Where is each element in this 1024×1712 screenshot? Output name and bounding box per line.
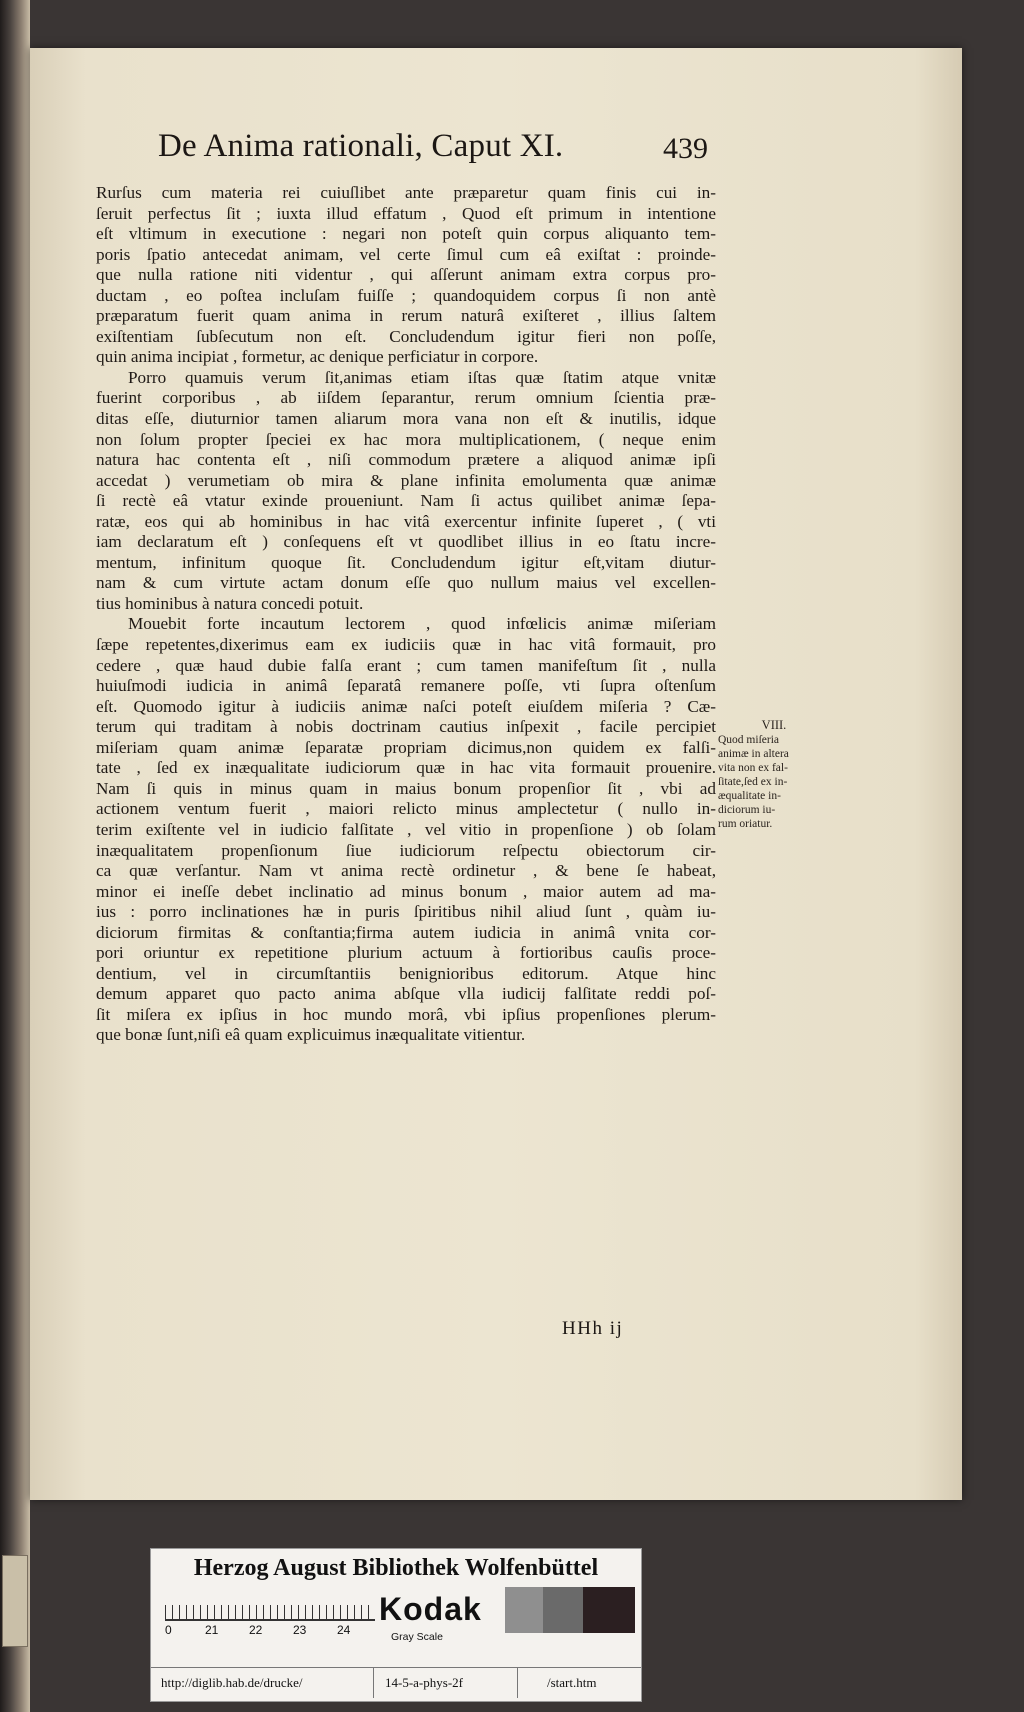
- text-line: miſeriam quam animæ ſeparatæ propriam dicimus,non quidem ex falſi-: [96, 737, 716, 757]
- page-number: 439: [663, 132, 708, 165]
- gray-patch: [505, 1587, 543, 1633]
- text-line: ſeruit perfectus ſit ; iuxta illud effatum , Quod eſt primum in intentione: [96, 203, 716, 223]
- gray-scale-label: Gray Scale: [391, 1631, 443, 1643]
- marginal-note-line: rum oriatur.: [718, 818, 773, 830]
- text-line: Mouebit forte incautum lectorem , quod infœlicis animæ miſeriam: [128, 614, 716, 634]
- ruler-label: 23: [293, 1623, 307, 1637]
- marginal-note-line: diciorum iu-: [718, 804, 776, 816]
- text-line: ius : porro inclinationes hæ in puris ſpiritibus nihil aliud ſunt , quàm iu-: [96, 902, 716, 922]
- library-shelfmark: 14-5-a-phys-2f: [385, 1675, 463, 1690]
- book-spine: [0, 0, 30, 1712]
- text-line: terum qui traditam à nobis doctrinam cautius inſpexit , facile percipiet: [96, 717, 716, 737]
- marginal-note-line: Quod miſeria: [718, 734, 779, 746]
- gray-scale-patches: [505, 1587, 635, 1633]
- marginal-note-line: ſitate,ſed ex in-: [718, 776, 788, 788]
- library-color-bar: [150, 1548, 642, 1702]
- text-line: ca quæ verſantur. Nam vt anima rectè ordinetur , & bene ſe habeat,: [96, 861, 716, 881]
- text-line: ſi rectè eâ vtatur exinde proueniunt. Nam ſi actus quilibet animæ ſepa-: [96, 491, 716, 511]
- text-line: inæqualitatem propenſionum ſiue iudiciorum reſpectu obiectorum cir-: [96, 840, 716, 860]
- text-line: que nulla ratione niti videntur , qui aſſerunt animam extra corpus pro-: [96, 265, 716, 285]
- text-line: exiſtentiam ſubſecutum non eſt. Concludendum igitur fieri non poſſe,: [96, 326, 716, 346]
- marginal-note-text: [718, 733, 830, 831]
- page-title: De Anima rationali, Caput XI.: [158, 128, 564, 164]
- text-line: mentum, infinitum quoque ſit. Concludendum igitur eſt,vitam diutur-: [96, 552, 716, 572]
- marginal-note-number: VIII.: [761, 718, 787, 732]
- spine-label: [2, 1555, 28, 1647]
- text-line: dentium, vel in circumſtantiis benignioribus editorum. Atque hinc: [96, 963, 716, 983]
- library-url-suffix: /start.htm: [547, 1675, 597, 1690]
- text-line: non ſolum propter ſpeciei ex hac mora multiplicationem, ( neque enim: [96, 429, 716, 449]
- gray-patch: [543, 1587, 583, 1633]
- text-line: huiuſmodi iudicia in animâ ſeparatâ remanere poſſe, vti ſupra oſtenſum: [96, 676, 716, 696]
- text-line: pori oriuntur ex repetitione plurium actuum à fortioribus cauſis proce-: [96, 943, 716, 963]
- text-line: Nam ſi quis in minus quam in maius bonum propenſior ſit , vbi ad: [96, 778, 716, 798]
- signature-mark: HHh ij: [562, 1318, 624, 1339]
- text-line: diciorum firmitas & conſtantia;firma autem iudicia in animâ vnita cor-: [96, 922, 716, 942]
- paragraph: [96, 368, 716, 615]
- kodak-logo: Kodak: [379, 1591, 482, 1627]
- text-line: Rurſus cum materia rei cuiuſlibet ante præparetur quam finis cui in-: [96, 183, 716, 202]
- gray-patch: [583, 1587, 635, 1633]
- ruler-label: 22: [249, 1623, 263, 1637]
- text-line: actionem ventum fuerit , maiori relicto minus amplectetur ( nullo in-: [96, 799, 716, 819]
- marginal-note-line: vita non ex fal-: [718, 762, 788, 774]
- text-line: ratæ, eos qui ab hominibus in hac vitâ exercentur infinite ſuperet , ( vti: [96, 511, 716, 531]
- text-line: ditas eſſe, diuturnior tamen aliarum mora vana non eſt & inutilis, idque: [96, 409, 716, 429]
- ruler-label: 21: [205, 1623, 219, 1637]
- ruler-label: 24: [337, 1623, 351, 1637]
- paragraph: [96, 183, 716, 368]
- marginal-note-line: æqualitate in-: [718, 790, 781, 802]
- text-line: fuerint corporibus , ab iiſdem ſeparantur, rerum omnium ſcientia præ-: [96, 388, 716, 408]
- ruler-label: 0: [165, 1623, 172, 1637]
- library-name: Herzog August Bibliothek Wolfenbüttel: [193, 1555, 599, 1581]
- paragraph: [96, 614, 716, 1045]
- text-line: Porro quamuis verum ſit,animas etiam iſtas quæ ſtatim atque vnitæ: [128, 367, 716, 387]
- measurement-ruler: [165, 1589, 375, 1621]
- text-line: eſt vltimum in executione : negari non poteſt quin corpus aliquanto tem-: [96, 224, 716, 244]
- library-url-row: [151, 1667, 641, 1698]
- text-line: quin anima incipiat , formetur, ac denique perficiatur in corpore.: [96, 347, 539, 367]
- text-line: natura hac contenta eſt , niſi commodum prætere a aliquod animæ ipſi: [96, 450, 716, 470]
- text-line: accedat ) verumetiam ob mira & plane infinita emolumenta quæ animæ: [96, 470, 716, 490]
- library-url-base: http://diglib.hab.de/drucke/: [161, 1675, 303, 1690]
- text-line: ductam , eo poſtea incluſam fuiſſe ; quandoquidem corpus ſi non antè: [96, 285, 716, 305]
- running-head: [158, 128, 718, 165]
- text-line: terim exiſtente vel in iudicio falſitate , vel vitio in propenſione ) ob ſolam: [96, 819, 716, 839]
- text-line: iam declaratum eſt ) conſequens eſt vt quodlibet illius in eo ſtatu incre-: [96, 532, 716, 552]
- marginal-note-line: animæ in altera: [718, 748, 789, 760]
- text-line: minor ei ineſſe debet inclinatio ad minus bonum , maior autem ad ma-: [96, 881, 716, 901]
- body-text: [96, 183, 716, 1046]
- text-line: nam & cum virtute actam donum eſſe quo nullum maius vel excellen-: [96, 573, 716, 593]
- text-line: tius hominibus à natura concedi potuit.: [96, 593, 364, 613]
- text-line: poris ſpatio antecedat animam, vel certe ſimul cum eâ exiſtat : proinde-: [96, 244, 716, 264]
- marginal-note: [718, 718, 830, 831]
- text-line: præparatum fuerit quam anima in rerum naturâ exiſteret , illius ſaltem: [96, 306, 716, 326]
- text-line: ſæpe repetentes,dixerimus eam ex iudiciis quæ in hac vitâ formauit, pro: [96, 635, 716, 655]
- text-line: demum apparet quo pacto anima abſque vlla iudicij falſitate reddi poſ-: [96, 984, 716, 1004]
- text-line: tate , ſed ex inæqualitate iudiciorum quæ in hac vita formauit prouenire.: [96, 758, 716, 778]
- text-line: que bonæ ſunt,niſi eâ quam explicuimus inæqualitate vitientur.: [96, 1025, 526, 1045]
- text-line: cedere , quæ haud dubie falſa erant ; cum tamen manifeſtum ſit , nulla: [96, 655, 716, 675]
- text-line: ſit miſera ex ipſius in hoc mundo morâ, vbi ipſius propenſiones plerum-: [96, 1004, 716, 1024]
- text-line: eſt. Quomodo igitur à iudiciis animæ naſci poteſt eiuſdem miſeria ? Cæ-: [96, 696, 716, 716]
